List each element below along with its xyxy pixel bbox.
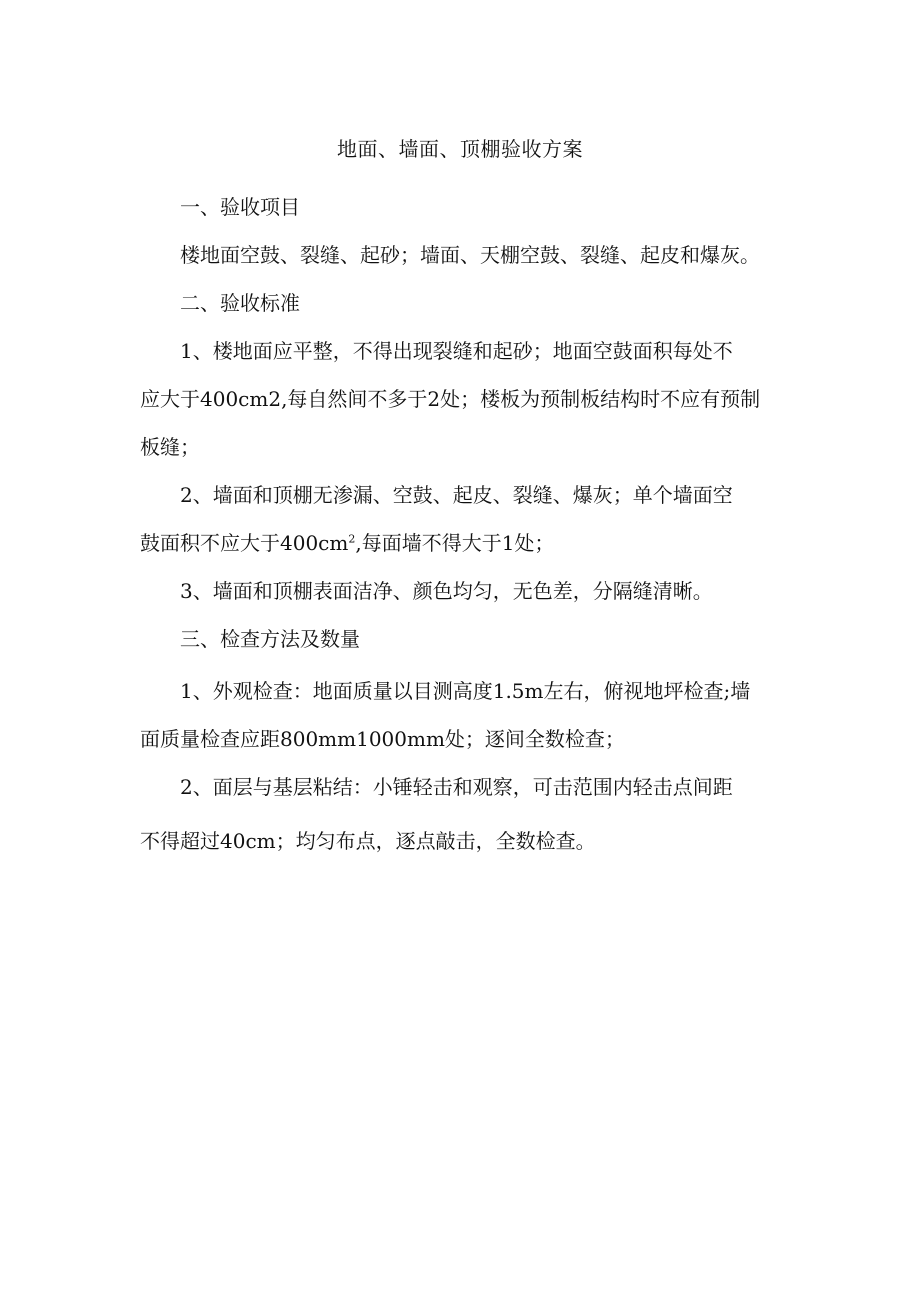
standard-item-2-line-2 bbox=[140, 528, 554, 558]
method-item-1-line-1: 1、外观检查：地面质量以目测高度1.5m左右，俯视地坪检查;墙 bbox=[180, 679, 751, 703]
standard-item-2-line-1: 2、墙面和顶棚无渗漏、空鼓、起皮、裂缝、爆灰；单个墙面空 bbox=[180, 483, 733, 507]
section-heading-inspection-method: 三、检查方法及数量 bbox=[180, 627, 360, 651]
method-item-2-line-1: 2、面层与基层粘结：小锤轻击和观察，可击范围内轻击点间距 bbox=[180, 775, 733, 799]
acceptance-items-text: 楼地面空鼓、裂缝、起砂；墙面、天棚空鼓、裂缝、起皮和爆灰。 bbox=[180, 243, 760, 267]
standard-item-1-line-2: 应大于400cm2,每自然间不多于2处；楼板为预制板结构时不应有预制 bbox=[140, 387, 761, 411]
standard-item-1-line-1: 1、楼地面应平整，不得出现裂缝和起砂；地面空鼓面积每处不 bbox=[180, 339, 733, 363]
method-item-1-line-2: 面质量检查应距800mm1000mm处；逐间全数检查； bbox=[140, 727, 625, 751]
standard-item-2-line-2-pre: 鼓面积不应大于400cm bbox=[140, 531, 349, 555]
document-title: 地面、墙面、顶棚验收方案 bbox=[337, 137, 583, 161]
unit-superscript: 2 bbox=[348, 532, 356, 546]
section-heading-acceptance-items: 一、验收项目 bbox=[180, 195, 300, 219]
method-item-2-line-2: 不得超过40cm；均匀布点，逐点敲击，全数检查。 bbox=[140, 829, 596, 853]
standard-item-2-line-2-post: ,每面墙不得大于1处； bbox=[355, 531, 555, 555]
standard-item-1-line-3: 板缝； bbox=[140, 435, 200, 459]
standard-item-3-line-1: 3、墙面和顶棚表面洁净、颜色均匀，无色差，分隔缝清晰。 bbox=[180, 579, 713, 603]
section-heading-acceptance-standards: 二、验收标准 bbox=[180, 291, 300, 315]
